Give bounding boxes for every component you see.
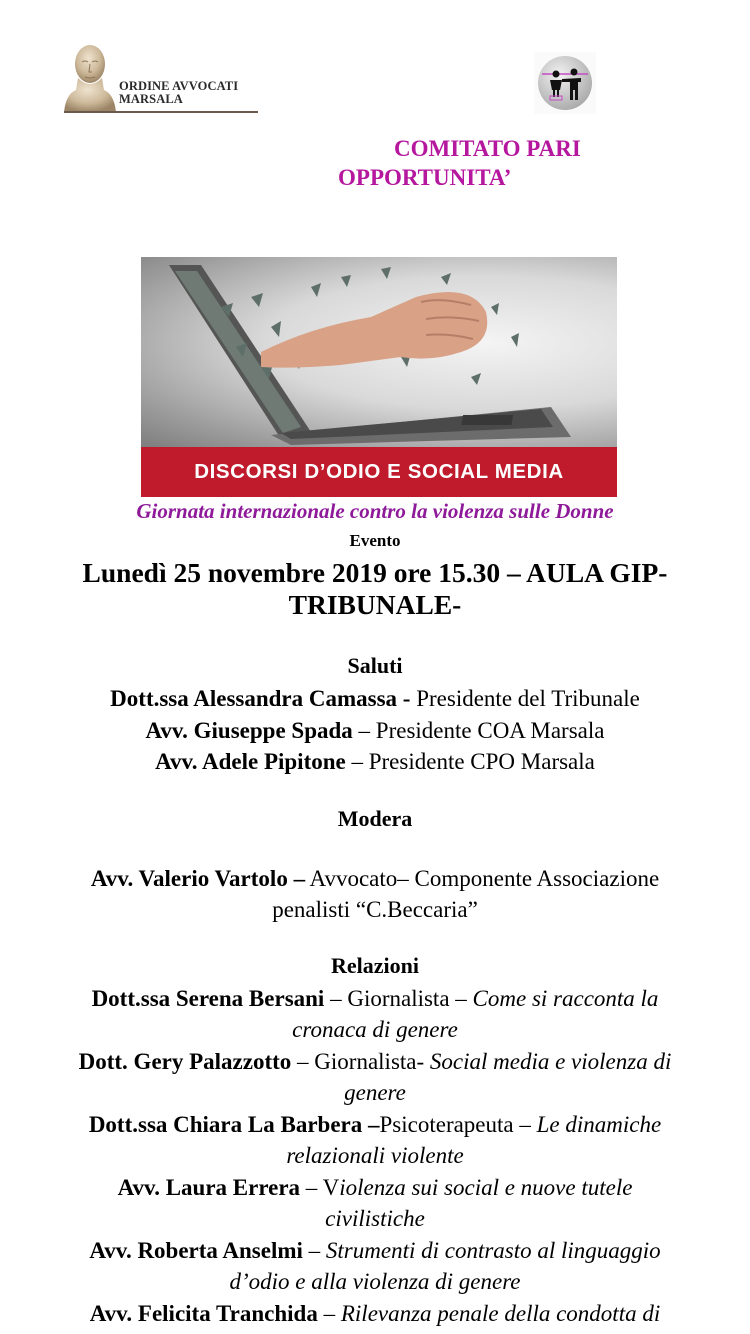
modera-heading: Modera (337, 806, 413, 831)
talk-topic-continued (0, 1014, 750, 1046)
relatore (0, 1109, 750, 1141)
talk-topic: Social media e violenza di (429, 1049, 672, 1074)
speaker-role: – (302, 1238, 326, 1263)
fist-laptop-photo (141, 257, 617, 447)
equal-opportunity-icon (534, 52, 596, 114)
speaker-role: – (317, 1301, 341, 1326)
talk-topic: cronaca di genere (292, 1017, 458, 1042)
talk-topic-continued (0, 1203, 750, 1235)
relatore (0, 1235, 750, 1267)
committee-title-line-1: COMITATO PARI (394, 136, 581, 161)
speaker-role: – Presidente CPO Marsala (345, 749, 595, 774)
event-date-location: Lunedì 25 novembre 2019 ore 15.30 – AULA GIP-TRIBUNALE- (82, 557, 668, 620)
speaker-name: Dott.ssa Chiara La Barbera – (88, 1112, 380, 1137)
speaker-name: Dott. Gery Palazzotto (78, 1049, 292, 1074)
saluti-speaker (0, 715, 750, 747)
speaker-role: Avvocato– Componente Associazione (305, 866, 660, 891)
speaker-name: Dott.ssa Alessandra Camassa - (110, 686, 411, 711)
committee-title-line-2: OPPORTUNITA’ (338, 165, 512, 190)
logo-line-2: MARSALA (119, 92, 183, 106)
moderator-role-continued: penalisti “C.Beccaria” (272, 897, 478, 922)
talk-topic: Rilevanza penale della condotta di (340, 1301, 661, 1326)
talk-topic: relazionali violente (286, 1143, 464, 1168)
relatore (0, 1172, 750, 1204)
speaker-role: – Presidente COA Marsala (352, 718, 605, 743)
saluti-speaker (0, 746, 750, 778)
speaker-name: Avv. Felicita Tranchida (89, 1301, 318, 1326)
speaker-role: – Giornalista – (324, 986, 473, 1011)
speaker-name: Avv. Roberta Anselmi (89, 1238, 303, 1263)
fist-breaking-laptop-icon (141, 257, 617, 447)
talk-topic: Strumenti di contrasto al linguaggio (325, 1238, 661, 1263)
talk-topic: genere (344, 1080, 406, 1105)
relazioni-heading: Relazioni (331, 953, 419, 978)
talk-topic: Le dinamiche (536, 1112, 662, 1137)
talk-topic: Come si racconta la (472, 986, 659, 1011)
relatore (0, 983, 750, 1015)
speaker-role: – Giornalista- (291, 1049, 430, 1074)
talk-topic-continued (0, 1266, 750, 1298)
talk-topic: iolenza sui social e nuove tutele (339, 1175, 633, 1200)
speaker-name: Dott.ssa Serena Bersani (91, 986, 325, 1011)
hero-banner-text: DISCORSI D’ODIO E SOCIAL MEDIA (194, 460, 564, 483)
committee-title (330, 134, 630, 192)
saluti-heading: Saluti (347, 653, 403, 678)
saluti-speaker (0, 683, 750, 715)
speaker-name: Avv. Laura Errera (117, 1175, 301, 1200)
logo-line-1: ORDINE AVVOCATI (119, 79, 239, 93)
logo-underline (64, 111, 258, 113)
hero-banner (141, 447, 617, 497)
relatore (0, 1298, 750, 1330)
ordine-avvocati-name (119, 80, 238, 106)
speaker-name: Avv. Adele Pipitone (155, 749, 346, 774)
event-label: Evento (349, 531, 401, 550)
bust-icon (64, 42, 116, 112)
speaker-role: Presidente del Tribunale (410, 686, 640, 711)
talk-topic-continued (0, 1077, 750, 1109)
cpo-logo (534, 52, 596, 114)
occasion-title: Giornata internazionale contro la violenza sulle Donne (136, 499, 614, 523)
speaker-role: – V (300, 1175, 340, 1200)
speaker-role: Psicoterapeuta – (379, 1112, 537, 1137)
ordine-avvocati-logo (62, 42, 258, 114)
relatore (0, 1046, 750, 1078)
talk-topic-continued (0, 1140, 750, 1172)
speaker-name: Avv. Giuseppe Spada (145, 718, 353, 743)
talk-topic: d’odio e alla violenza di genere (229, 1269, 521, 1294)
hero-image (141, 257, 617, 497)
speaker-name: Avv. Valerio Vartolo – (90, 866, 306, 891)
moderator (0, 863, 750, 895)
talk-topic: civilistiche (325, 1206, 425, 1231)
